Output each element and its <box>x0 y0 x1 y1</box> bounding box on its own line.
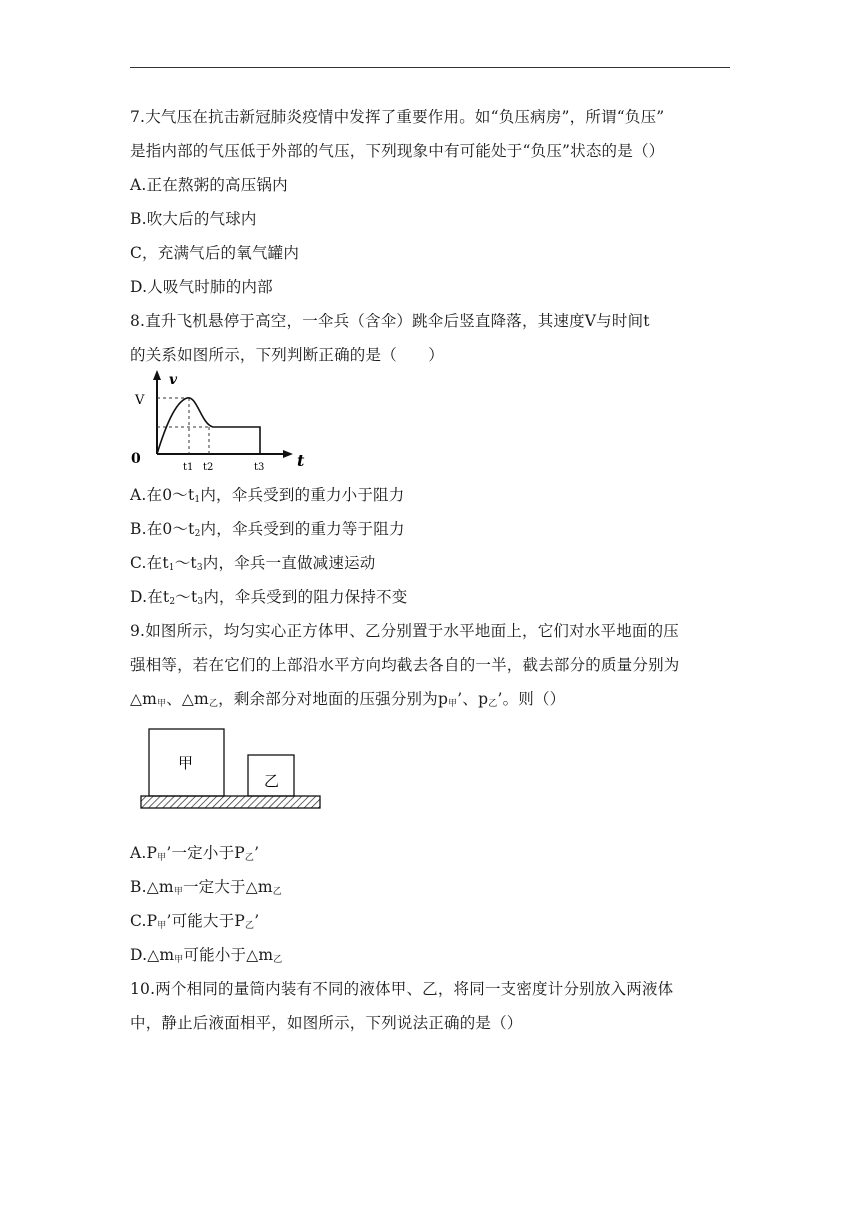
q7-option-c: C，充满气后的氧气罐内 <box>130 244 300 262</box>
q9-option-c: $C.P_甲$’可能大于$P_乙$’ <box>130 912 260 931</box>
q7-option-d: D.人吸气时肺的内部 <box>130 278 273 296</box>
q9-stem-line3: $\triangle m_甲$、$\triangle m_乙$，剩余部分对地面的压强分别为$p_甲$’、$p_乙$’。则（） <box>130 690 566 709</box>
q8-option-b: B.在$0\sim t_2$内，伞兵受到的重力等于阻力 <box>130 520 405 539</box>
q10-stem-line1: 10.两个相同的量筒内装有不同的液体甲、乙，将同一支密度计分别放入两液体 <box>130 980 674 998</box>
origin-label: 0 <box>131 451 141 467</box>
q8-option-d: D.在$t_2\sim t_3$内，伞兵受到的阻力保持不变 <box>130 588 408 607</box>
q9-stem-line2: 强相等，若在它们的上部沿水平方向均截去各自的一半，截去部分的质量分别为 <box>130 656 680 674</box>
q7-option-a: A.正在熬粥的高压锅内 <box>130 176 288 194</box>
ground <box>141 796 320 808</box>
cube-yi-label: 乙 <box>264 772 280 790</box>
q8-stem-line1: 8.直升飞机悬停于高空，一伞兵（含伞）跳伞后竖直降落，其速度V与时间t <box>130 312 650 330</box>
q9-option-a: $A.P_甲$’一定小于$P_乙$’ <box>130 844 260 863</box>
x-axis-label: t <box>297 451 305 470</box>
cubes-figure <box>138 726 324 812</box>
y-axis-arrow <box>153 370 161 380</box>
t1-label: t1 <box>183 462 194 473</box>
v-label: V <box>135 393 145 408</box>
q8-option-c: C.在$t_1\sim t_3$内，伞兵一直做减速运动 <box>130 554 376 573</box>
x-axis-arrow <box>283 450 293 458</box>
q7-option-b: B.吹大后的气球内 <box>130 210 257 228</box>
header-rule <box>130 67 730 68</box>
q7-stem-line2: 是指内部的气压低于外部的气压，下列现象中有可能处于“负压”状态的是（） <box>130 142 665 160</box>
cube-jia-label: 甲 <box>178 754 194 772</box>
velocity-time-graph <box>125 368 315 476</box>
t2-label: t2 <box>203 462 214 473</box>
q7-stem-line1: 7.大气压在抗击新冠肺炎疫情中发挥了重要作用。如“负压病房”，所谓“负压” <box>130 108 665 126</box>
q8-option-a: A.在$0\sim t_1$内，伞兵受到的重力小于阻力 <box>130 486 405 505</box>
q8-stem-line2: 的关系如图所示，下列判断正确的是（ ） <box>130 346 445 364</box>
q9-option-d: $D.\triangle m_甲$可能小于$\triangle m_乙$ <box>130 946 283 965</box>
t3-label: t3 <box>254 462 265 473</box>
q9-stem-line1: 9.如图所示，均匀实心正方体甲、乙分别置于水平地面上，它们对水平地面的压 <box>130 622 679 640</box>
q9-option-b: $B.\triangle m_甲$一定大于$\triangle m_乙$ <box>130 878 282 897</box>
y-axis-label: v <box>169 372 178 388</box>
q10-stem-line2: 中，静止后液面相平，如图所示，下列说法正确的是（） <box>130 1014 523 1032</box>
